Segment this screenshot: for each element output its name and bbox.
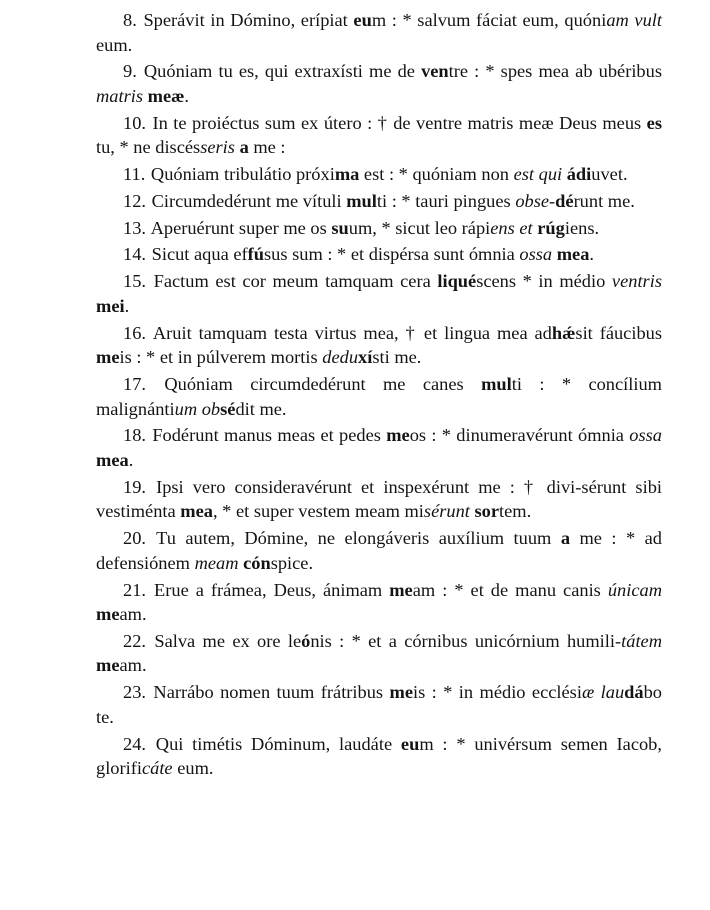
verse-number: 20. (123, 528, 146, 549)
preparatory-syllable: am vult (606, 10, 662, 30)
verse-text: nis : * et a córnibus unicórnium humili- (310, 630, 622, 651)
verse-22 (96, 629, 662, 678)
accent-syllable: mul (481, 374, 512, 394)
preparatory-syllable: obse (515, 190, 550, 211)
verse-number: 9. (123, 61, 137, 82)
verse-text: iens. (564, 217, 600, 238)
verse-24 (96, 732, 662, 781)
verse-text: sti me. (372, 347, 422, 368)
verse-number: 17. (123, 374, 146, 394)
accent-syllable: cón (243, 552, 271, 573)
preparatory-syllable: meam (194, 552, 239, 573)
accent-syllable: dé (555, 190, 574, 211)
accent-syllable: mea (180, 501, 213, 522)
verse-number: 13. (123, 217, 146, 238)
accent-syllable: a (560, 528, 571, 549)
verse-text: tem. (499, 501, 532, 522)
verse-number: 18. (123, 425, 146, 446)
verse-text: . (128, 449, 134, 470)
verse-19 (96, 475, 662, 524)
verse-text: Circumdedérunt me vítuli (151, 190, 347, 211)
accent-syllable: xí (358, 347, 373, 368)
accent-syllable: me (389, 579, 413, 600)
verse-8 (96, 8, 662, 57)
accent-syllable: eu (353, 10, 372, 30)
verse-number: 23. (123, 682, 146, 703)
accent-syllable: mea (96, 449, 129, 470)
verse-text: runt me. (573, 190, 635, 211)
preparatory-syllable: seris (200, 137, 235, 158)
preparatory-syllable: um ob (174, 398, 221, 419)
verse-14 (96, 242, 662, 267)
verse-10 (96, 111, 662, 160)
verse-number: 21. (123, 579, 146, 600)
verse-text: - (549, 190, 556, 211)
accent-syllable: liqué (437, 271, 477, 292)
verse-text: me : * ad defensiónem (96, 528, 662, 573)
verse-text: In te proiéctus sum ex útero : † de ventre matris meæ Deus meus (152, 112, 647, 133)
verse-number: 15. (123, 271, 146, 292)
verse-text: ti : * concílium malignánti (96, 374, 662, 419)
verse-text: um, * sicut leo rápi (348, 217, 491, 238)
preparatory-syllable: cáte (141, 758, 173, 779)
accent-syllable: rúg (537, 217, 565, 238)
accent-syllable: me (96, 604, 120, 625)
verse-text: Quóniam tu es, qui extraxísti me de (143, 61, 422, 82)
preparatory-syllable: ossa (629, 425, 662, 446)
verse-text: Sperávit in Dómino, erípiat (143, 10, 354, 30)
verse-text: Tu autem, Dómine, ne elongáveris auxílium tuum (156, 528, 561, 549)
verse-text: am. (119, 604, 147, 625)
verse-text: Erue a frámea, Deus, ánimam (154, 579, 390, 600)
verse-18 (96, 423, 662, 472)
preparatory-syllable: dedu (322, 347, 359, 368)
verse-text: ti : * tauri pingues (376, 190, 516, 211)
preparatory-syllable: ventris (611, 271, 662, 292)
verse-text: Quóniam circumdedérunt me canes (164, 374, 482, 394)
verse-15 (96, 269, 662, 318)
accent-syllable: meæ (147, 85, 185, 106)
verse-text: sus sum : * et dispérsa sunt ómnia (263, 244, 520, 265)
preparatory-syllable: ossa (519, 244, 553, 265)
verse-text: tu, * ne discés (96, 137, 201, 158)
verse-text: eum. (172, 758, 214, 779)
verse-text: Qui timétis Dóminum, laudáte (155, 733, 401, 754)
verse-text: os : * dinumeravérunt ómnia (409, 425, 630, 446)
preparatory-syllable: tátem (621, 630, 662, 651)
verse-13 (96, 216, 662, 241)
verse-text: dit me. (235, 398, 287, 419)
preparatory-syllable: æ (581, 682, 595, 703)
verse-text: am : * et de manu canis (412, 579, 608, 600)
verse-9 (96, 59, 662, 108)
accent-syllable: hǽ (551, 322, 576, 343)
verse-text: sit fáucibus (575, 322, 662, 343)
verse-21 (96, 578, 662, 627)
verse-text: Factum est cor meum tamquam cera (153, 271, 438, 292)
accent-syllable: me (96, 655, 120, 676)
verse-text: uvet. (591, 164, 628, 185)
preparatory-syllable: sérunt (423, 501, 470, 522)
accent-syllable: ádi (566, 164, 592, 185)
accent-syllable: su (331, 217, 349, 238)
verse-text: . (184, 85, 189, 106)
verse-text: Salva me ex ore le (154, 630, 302, 651)
verse-text: m : * salvum fáciat eum, quóni (371, 10, 607, 30)
accent-syllable: fú (247, 244, 264, 265)
verse-text: , * et super vestem meam mi (212, 501, 424, 522)
verse-text: Fodérunt manus meas et pedes (152, 425, 387, 446)
accent-syllable: dá (624, 682, 644, 703)
preparatory-syllable: est qui (513, 164, 563, 185)
verse-23 (96, 680, 662, 729)
verse-text: Aperuérunt super me os (150, 217, 332, 238)
accent-syllable: me (389, 682, 413, 703)
accent-syllable: mea (556, 244, 590, 265)
verse-text: Aruit tamquam testa virtus mea, † et lingua mea ad (152, 322, 552, 343)
accent-syllable: eu (400, 733, 420, 754)
verse-number: 11. (123, 164, 146, 185)
psalm-text (96, 8, 662, 783)
accent-syllable: ven (421, 61, 449, 82)
verse-text: eum. (96, 34, 133, 55)
accent-syllable: ma (334, 164, 360, 185)
accent-syllable: me (386, 425, 410, 446)
accent-syllable: me (96, 347, 120, 368)
verse-17 (96, 372, 662, 421)
verse-text: Narrábo nomen tuum frátribus (153, 682, 390, 703)
verse-text: tre : * spes mea ab ubéribus (448, 61, 662, 82)
verse-text: is : * in médio ecclési (412, 682, 582, 703)
verse-text: Sicut aqua ef (151, 244, 248, 265)
verse-text: Quóniam tribulátio próxi (150, 164, 335, 185)
verse-number: 8. (123, 10, 137, 30)
accent-syllable: mei (96, 295, 125, 316)
accent-syllable: mul (346, 190, 377, 211)
verse-text: me : (248, 137, 286, 158)
verse-number: 19. (123, 476, 146, 497)
verse-number: 14. (123, 244, 146, 265)
verse-text: Ipsi vero consideravérunt et inspexérunt me : † divi-sérunt sibi vestiménta (96, 476, 662, 522)
accent-syllable: sor (474, 501, 500, 522)
verse-20 (96, 526, 662, 575)
accent-syllable: a (239, 137, 249, 158)
verse-text: spice. (270, 552, 314, 573)
verse-number: 22. (123, 630, 146, 651)
verse-number: 12. (123, 190, 146, 211)
preparatory-syllable: lau (600, 682, 625, 703)
preparatory-syllable: ens et (490, 217, 533, 238)
verse-text: . (589, 244, 595, 265)
preparatory-syllable: matris (96, 85, 144, 106)
verse-text: est : * quóniam non (359, 164, 514, 185)
verse-text: is : * et in púlverem mortis (119, 347, 323, 368)
verse-text: bo te. (96, 682, 662, 727)
verse-16 (96, 321, 662, 370)
verse-number: 16. (123, 322, 146, 343)
verse-text: . (124, 295, 130, 316)
verse-number: 24. (123, 733, 146, 754)
verse-12 (96, 189, 662, 214)
verse-text: scens * in médio (476, 271, 612, 292)
accent-syllable: ó (301, 630, 311, 651)
verse-number: 10. (123, 112, 146, 133)
accent-syllable: es (646, 112, 662, 133)
verse-text: m : * univérsum semen Iacob, glorifi (96, 733, 662, 779)
accent-syllable: sé (220, 398, 236, 419)
verse-11 (96, 162, 662, 187)
preparatory-syllable: únicam (607, 579, 662, 600)
verse-text: am. (119, 655, 147, 676)
